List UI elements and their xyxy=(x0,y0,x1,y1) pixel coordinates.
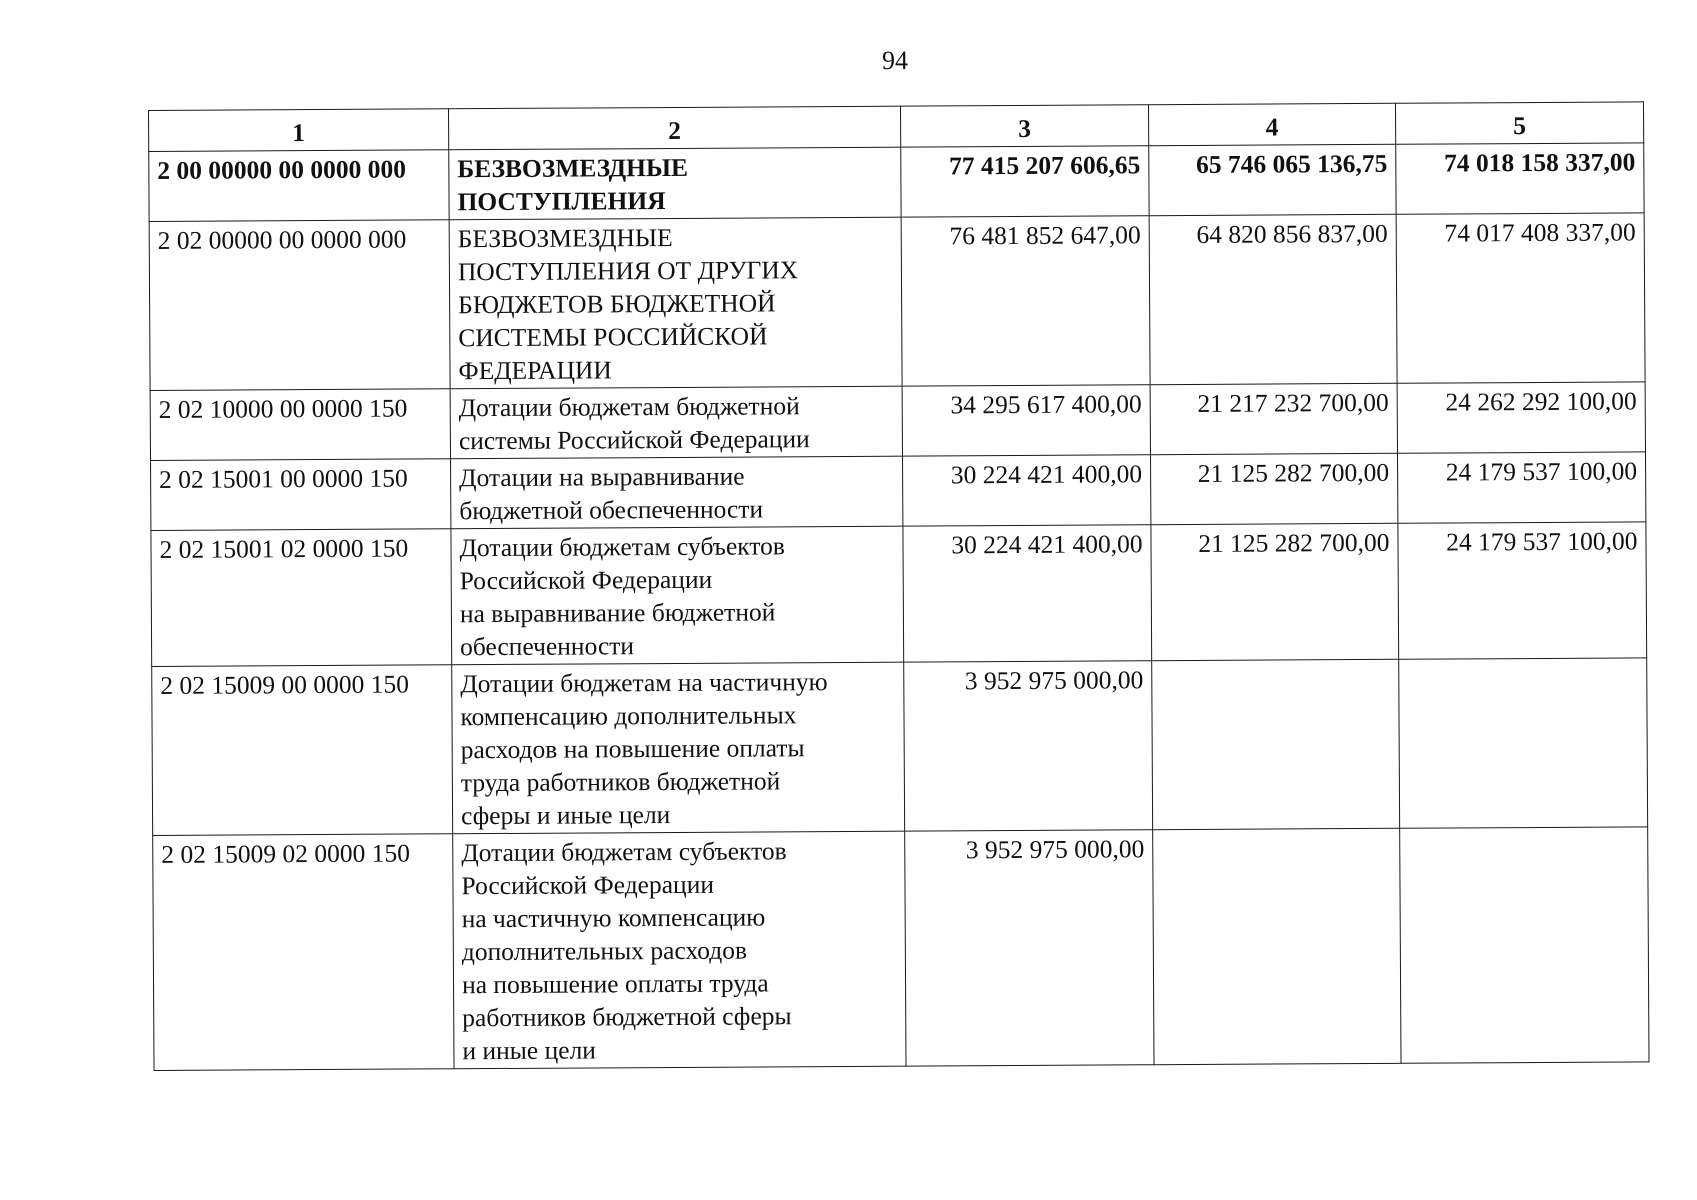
item-name-line: сферы и иные цели xyxy=(460,800,671,831)
budget-code-cell: 2 02 15001 00 0000 150 xyxy=(151,459,451,531)
item-name-line: Российской Федерации xyxy=(461,869,715,901)
table-body xyxy=(149,143,1649,1071)
item-name-line: системы Российской Федерации xyxy=(458,424,810,456)
item-name-line: ПОСТУПЛЕНИЯ xyxy=(457,186,666,217)
item-name-line: СИСТЕМЫ РОССИЙСКОЙ xyxy=(458,321,768,353)
amount-cell-v5: 74 018 158 337,00 xyxy=(1396,143,1644,214)
amount-cell-v4: 65 746 065 136,75 xyxy=(1149,144,1396,215)
item-name-line: обеспеченности xyxy=(460,631,635,662)
budget-code-cell: 2 02 15001 02 0000 150 xyxy=(151,529,452,667)
table-row xyxy=(150,382,1645,461)
amount-cell-v5: 74 017 408 337,00 xyxy=(1396,213,1645,383)
item-name-line: расходов на повышение оплаты xyxy=(460,733,805,765)
table-row xyxy=(149,213,1645,391)
amount-cell-v4: 64 820 856 837,00 xyxy=(1149,214,1397,384)
column-header: 4 xyxy=(1148,103,1395,145)
item-name-line: Дотации бюджетам субъектов xyxy=(461,836,787,868)
item-name-line: дополнительных расходов xyxy=(461,935,748,967)
page-number: 94 xyxy=(882,46,908,75)
amount-cell-v3: 34 295 617 400,00 xyxy=(902,385,1150,456)
item-name-cell xyxy=(451,456,903,529)
item-name-cell xyxy=(449,147,901,220)
table-row xyxy=(153,827,1649,1071)
amount-cell-v4 xyxy=(1152,659,1400,829)
amount-cell-v3: 3 952 975 000,00 xyxy=(904,661,1153,831)
table-row xyxy=(151,452,1646,531)
budget-code-cell: 2 02 15009 02 0000 150 xyxy=(153,834,454,1071)
budget-table xyxy=(148,101,1650,1071)
column-header: 1 xyxy=(149,109,449,152)
budget-code-cell: 2 02 10000 00 0000 150 xyxy=(150,389,450,461)
amount-cell-v5: 24 179 537 100,00 xyxy=(1397,452,1645,523)
item-name-line: Дотации на выравнивание xyxy=(459,461,745,493)
item-name-cell xyxy=(453,831,906,1069)
amount-cell-v5 xyxy=(1399,658,1648,828)
item-name-line: компенсацию дополнительных xyxy=(460,700,797,732)
amount-cell-v5: 24 262 292 100,00 xyxy=(1397,382,1645,453)
amount-cell-v4: 21 217 232 700,00 xyxy=(1150,383,1397,454)
item-name-line: Дотации бюджетам на частичную xyxy=(460,667,828,699)
amount-cell-v3: 30 224 421 400,00 xyxy=(903,525,1152,662)
item-name-cell xyxy=(449,217,902,389)
column-header: 2 xyxy=(448,106,900,150)
amount-cell-v5: 24 179 537 100,00 xyxy=(1398,522,1647,659)
item-name-cell xyxy=(450,386,902,459)
item-name-cell xyxy=(452,662,905,834)
table-row xyxy=(149,143,1644,222)
table-row xyxy=(152,658,1648,836)
item-name-line: бюджетной обеспеченности xyxy=(459,494,764,526)
item-name-line: БЕЗВОЗМЕЗДНЫЕ xyxy=(457,222,673,254)
item-name-line: ПОСТУПЛЕНИЯ ОТ ДРУГИХ xyxy=(457,255,799,287)
item-name-line: и иные цели xyxy=(462,1035,596,1066)
amount-cell-v3: 3 952 975 000,00 xyxy=(905,830,1154,1066)
budget-code-cell: 2 02 00000 00 0000 000 xyxy=(149,220,450,391)
item-name-line: на выравнивание бюджетной xyxy=(459,597,776,629)
item-name-line: Российской Федерации xyxy=(459,564,713,596)
amount-cell-v3: 77 415 207 606,65 xyxy=(901,146,1149,217)
table-row xyxy=(151,522,1647,667)
item-name-line: на повышение оплаты труда xyxy=(461,968,769,1000)
item-name-line: ФЕДЕРАЦИИ xyxy=(458,355,612,386)
amount-cell-v3: 30 224 421 400,00 xyxy=(903,455,1151,526)
amount-cell-v4: 21 125 282 700,00 xyxy=(1151,523,1399,660)
column-header: 5 xyxy=(1395,102,1643,144)
item-name-line: Дотации бюджетам бюджетной xyxy=(458,391,800,423)
amount-cell-v4: 21 125 282 700,00 xyxy=(1151,453,1398,524)
amount-cell-v4 xyxy=(1153,828,1401,1064)
item-name-line: труда работников бюджетной xyxy=(460,766,781,798)
item-name-line: Дотации бюджетам субъектов xyxy=(459,531,785,563)
item-name-line: на частичную компенсацию xyxy=(461,902,766,934)
item-name-line: работников бюджетной сферы xyxy=(462,1001,792,1033)
budget-code-cell: 2 02 15009 00 0000 150 xyxy=(152,665,453,836)
amount-cell-v5 xyxy=(1400,827,1649,1063)
item-name-line: БЕЗВОЗМЕЗДНЫЕ xyxy=(457,152,689,184)
item-name-cell xyxy=(451,526,904,665)
amount-cell-v3: 76 481 852 647,00 xyxy=(901,216,1150,386)
item-name-line: БЮДЖЕТОВ БЮДЖЕТНОЙ xyxy=(458,288,776,320)
budget-code-cell: 2 00 00000 00 0000 000 xyxy=(149,150,449,222)
column-header: 3 xyxy=(900,105,1148,147)
